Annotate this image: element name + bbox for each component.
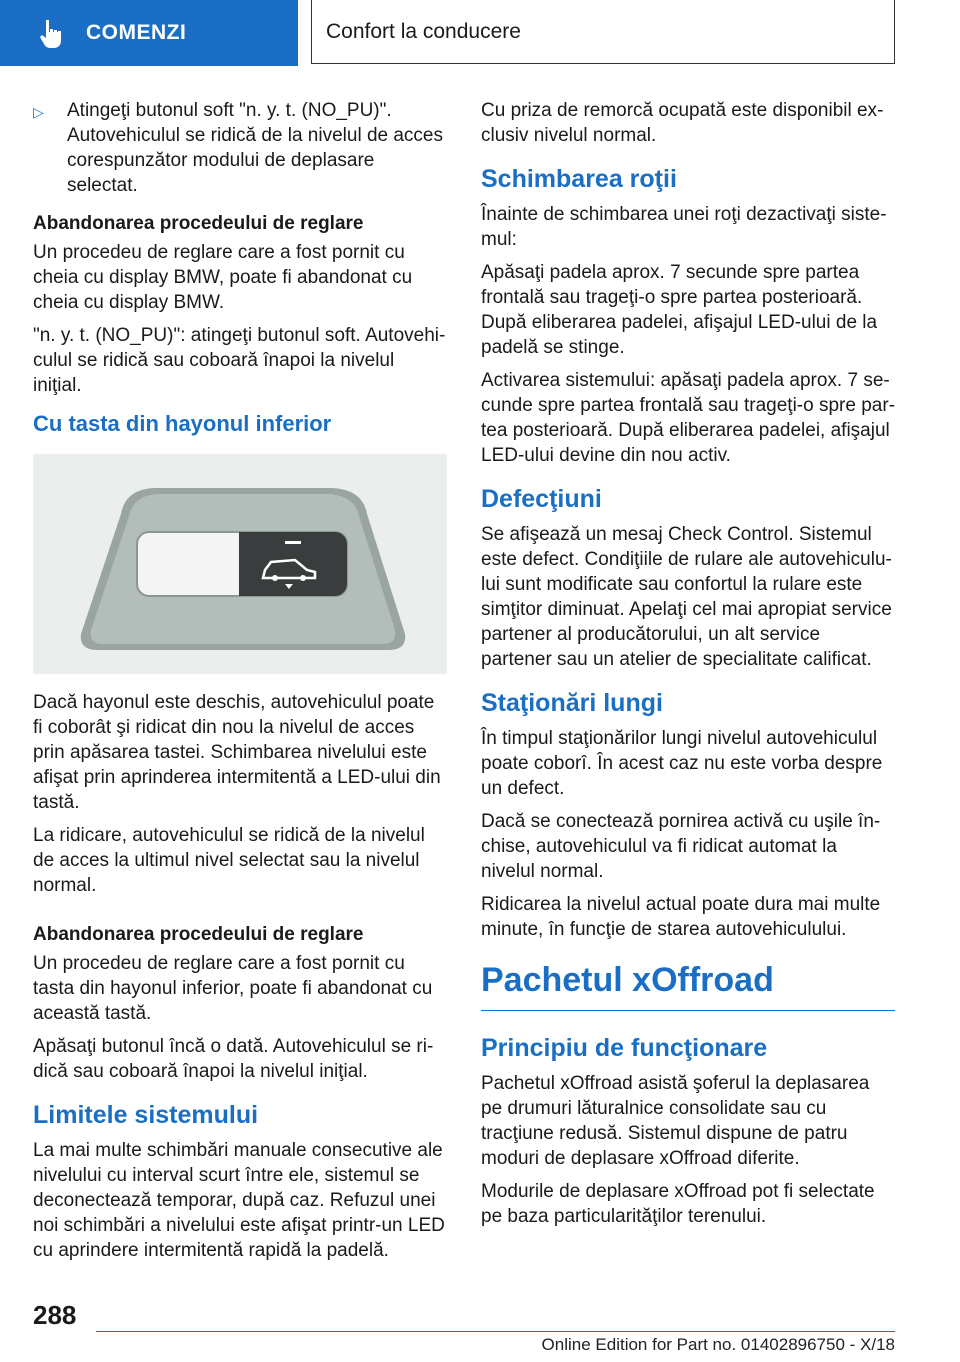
section-heading: Principiu de funcţionare	[481, 1034, 768, 1062]
paragraph: Apăsaţi padela aprox. 7 secunde spre partea frontală sau trageţi-o spre partea posterioară. După eliberarea padelei, afişajul LED-ului de la padelă se stinge.	[481, 262, 878, 358]
paragraph: Dacă hayonul este deschis, autovehiculul poate fi coborât şi ridicat din nou la nivelul de acces prin apăsarea tastei. Schimbarea nivelului este afişat prin aprinderea intermitentă a LED-ului din tastă.	[33, 692, 441, 813]
section-heading: Staţionări lungi	[481, 689, 663, 717]
paragraph: Se afişează un mesaj Check Control. Sistemul este defect. Condiţiile de rulare ale autovehiculului sunt modificate sau confortul la rulare este simţitor diminuat. Apelaţi cel mai apropiat service partener al producătorului, un alt service partener sau un atelier de specialitate calificat.	[481, 524, 892, 670]
subheading: Abandonarea procedeului de reglare	[33, 213, 364, 234]
right-column	[481, 98, 895, 1237]
chapter-label: COMENZI	[86, 21, 187, 44]
instruction-step	[33, 98, 447, 198]
footer-divider	[96, 1331, 895, 1332]
paragraph: La mai multe schimbări manuale consecutive ale nivelului cu interval scurt între ele, sistemul se deconectează temporar, după caz. Refuzul unei noi schimbări a nivelului este afişat printr-un LED cu aprindere intermitentă rapidă la padelă.	[33, 1140, 445, 1261]
edition-footer: Online Edition for Part no. 01402896750 - X/18	[541, 1335, 895, 1354]
paragraph: Apăsaţi butonul încă o dată. Autovehiculul se ridică sau coboară înapoi la nivelul iniţial.	[33, 1036, 434, 1082]
step-triangle-icon: ▷	[33, 104, 44, 120]
paragraph: Cu priza de remorcă ocupată este disponibil exclusiv nivelul normal.	[481, 100, 884, 146]
chapter-tab[interactable]	[0, 0, 298, 66]
paragraph: Modurile de deplasare xOffroad pot fi selectate pe baza particularităţilor terenului.	[481, 1181, 875, 1227]
section-heading: Cu tasta din hayonul inferior	[33, 411, 332, 436]
paragraph: "n. y. t. (NO_PU)": atingeţi butonul soft. Autovehiculul se ridică sau coboară înapoi la nivelul iniţial.	[33, 325, 446, 396]
left-column	[33, 98, 447, 1271]
chapter-heading: Pachetul xOffroad	[481, 960, 895, 1011]
paragraph: Un procedeu de reglare care a fost pornit cu cheia cu display BMW, poate fi abandonat cu cheia cu display BMW.	[33, 242, 413, 313]
page-number: 288	[33, 1300, 77, 1330]
tailgate-button-illustration	[33, 454, 447, 674]
paragraph: La ridicare, autovehiculul se ridică de la nivelul de acces la ultimul nivel selectat sau la nivelul normal.	[33, 825, 425, 896]
paragraph: Ridicarea la nivelul actual poate dura mai multe minute, în funcţie de starea autovehiculului.	[481, 894, 881, 940]
paragraph: Înainte de schimbarea unei roţi dezactivaţi sistemul:	[481, 204, 887, 250]
paragraph: Un procedeu de reglare care a fost pornit cu tasta din hayonul inferior, poate fi abandonat cu această tastă.	[33, 953, 433, 1024]
section-heading: Schimbarea roţii	[481, 165, 677, 193]
subheading: Abandonarea procedeului de reglare	[33, 924, 364, 945]
hand-pointer-icon	[38, 18, 64, 48]
paragraph: Activarea sistemului: apăsaţi padela aprox. 7 secunde spre partea frontală sau trageţi-o spre partea posterioară. După eliberarea padelei, afişajul LED-ului devine din nou activ.	[481, 370, 896, 466]
section-title: Confort la conducere	[311, 0, 895, 64]
paragraph: Pachetul xOffroad asistă şoferul la deplasarea pe drumuri lăturalnice consolidate sau cu tracţiune redusă. Sistemul dispune de patru moduri de deplasare xOffroad diferite.	[481, 1073, 870, 1169]
section-heading: Defecţiuni	[481, 485, 602, 513]
paragraph: Dacă se conectează pornirea activă cu uşile închise, autovehiculul va fi ridicat automat la nivelul normal.	[481, 811, 881, 882]
paragraph: În timpul staţionărilor lungi nivelul autovehiculul poate coborî. În acest caz nu este vorba despre un defect.	[481, 728, 883, 799]
step-text: Atingeţi butonul soft "n. y. t. (NO_PU)". Autovehiculul se ridică de la nivelul de acces corespunzător modului de deplasare selectat.	[67, 100, 443, 196]
section-heading: Limitele sistemului	[33, 1101, 259, 1129]
